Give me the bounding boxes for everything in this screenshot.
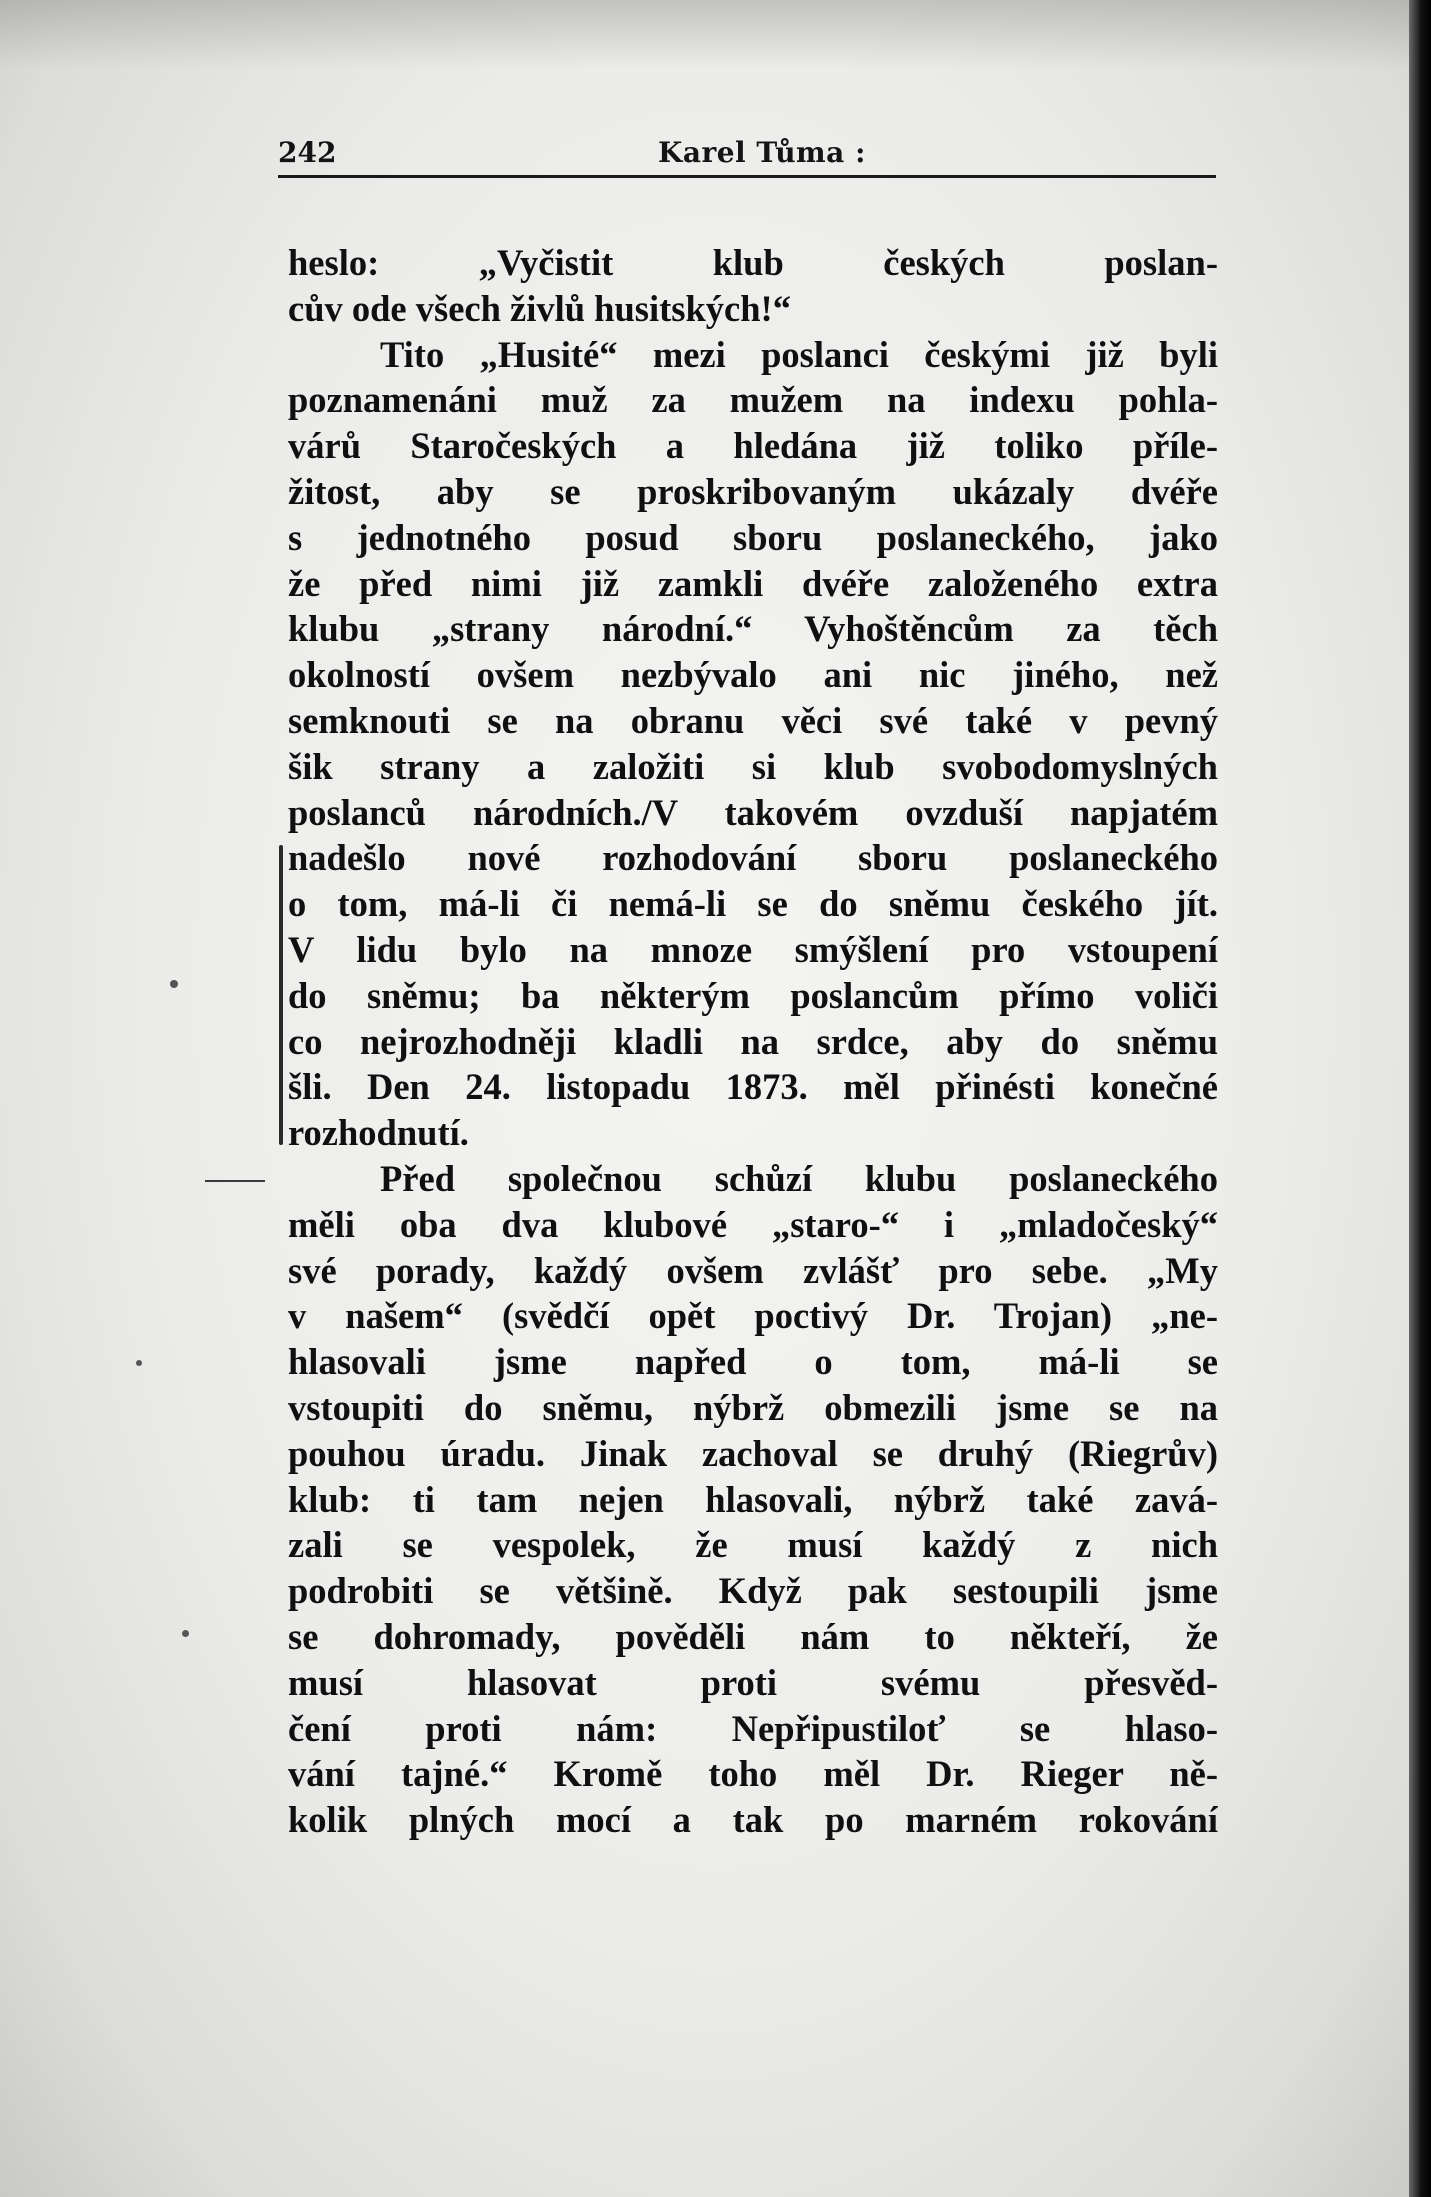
text-line: V lidu bylo na mnoze smýšlení pro vstoupení (288, 928, 1218, 970)
text-line: rozhodnutí. (288, 1112, 469, 1154)
margin-dash-mark (205, 1180, 265, 1182)
text-line: musí hlasovat proti svému přesvěd- (288, 1661, 1218, 1703)
scan-edge-right (1409, 0, 1431, 2197)
text-line: Před společnou schůzí klubu poslaneckého (380, 1157, 1218, 1199)
text-line: podrobiti se většině. Když pak sestoupili jsme (288, 1570, 1218, 1612)
running-head: Karel Tůma : (658, 136, 866, 169)
text-line: Tito „Husité“ mezi poslanci českými již byli (380, 333, 1218, 375)
text-line: do sněmu; ba některým poslancům přímo voliči (288, 974, 1218, 1016)
text-line: šli. Den 24. listopadu 1873. měl přinésti konečné (288, 1066, 1218, 1108)
scan-shadow-top (0, 0, 1431, 70)
text-line: várů Staročeských a hledána již toliko příle- (288, 425, 1218, 467)
text-line: co nejrozhodněji kladli na srdce, aby do sněmu (288, 1020, 1218, 1062)
text-line: poznamenáni muž za mužem na indexu pohla- (288, 379, 1218, 421)
text-line: hlasovali jsme napřed o tom, má-li se (288, 1341, 1218, 1383)
text-line: vání tajné.“ Kromě toho měl Dr. Rieger ně- (288, 1753, 1218, 1795)
scan-speck (170, 980, 178, 988)
text-line: okolností ovšem nezbývalo ani nic jiného, než (288, 654, 1218, 696)
text-line: nadešlo nové rozhodování sboru poslaneckého (288, 837, 1218, 879)
text-line: kolik plných mocí a tak po marném rokování (288, 1799, 1218, 1841)
text-line: pouhou úradu. Jinak zachoval se druhý (Riegrův) (288, 1432, 1218, 1474)
text-line: poslanců národních./V takovém ovzduší napjatém (288, 791, 1218, 833)
text-line: v našem“ (svědčí opět poctivý Dr. Trojan) „ne- (288, 1295, 1218, 1337)
body-text (288, 240, 1218, 1843)
text-line: šik strany a založiti si klub svobodomyslných (288, 745, 1218, 787)
text-line: se dohromady, pověděli nám to někteří, že (288, 1615, 1218, 1657)
text-line: své porady, každý ovšem zvlášť pro sebe. „My (288, 1249, 1218, 1291)
text-line: o tom, má-li či nemá-li se do sněmu českého jít. (288, 883, 1218, 925)
scan-speck (182, 1630, 189, 1637)
text-line: cův ode všech živlů husitských!“ (288, 287, 791, 329)
text-line: čení proti nám: Nepřipustiloť se hlaso- (288, 1707, 1218, 1749)
text-line: měli oba dva klubové „staro-“ i „mladočeský“ (288, 1203, 1218, 1245)
text-line: klubu „strany národní.“ Vyhoštěncům za těch (288, 608, 1218, 650)
page-number: 242 (278, 136, 337, 169)
text-line: klub: ti tam nejen hlasovali, nýbrž také zavá- (288, 1478, 1218, 1520)
text-line: vstoupiti do sněmu, nýbrž obmezili jsme se na (288, 1386, 1218, 1428)
header-rule (278, 175, 1216, 178)
text-line: že před nimi již zamkli dvéře založeného extra (288, 562, 1218, 604)
text-line: s jednotného posud sboru poslaneckého, jako (288, 516, 1218, 558)
scan-speck (136, 1360, 142, 1366)
margin-bracket-mark (279, 845, 283, 1145)
text-line: žitost, aby se proskribovaným ukázaly dvéře (288, 470, 1218, 512)
text-line: zali se vespolek, že musí každý z nich (288, 1524, 1218, 1566)
page-header (278, 128, 1213, 172)
text-line: heslo: „Vyčistit klub českých poslan- (288, 242, 1218, 283)
text-line: semknouti se na obranu věci své také v pevný (288, 699, 1218, 741)
